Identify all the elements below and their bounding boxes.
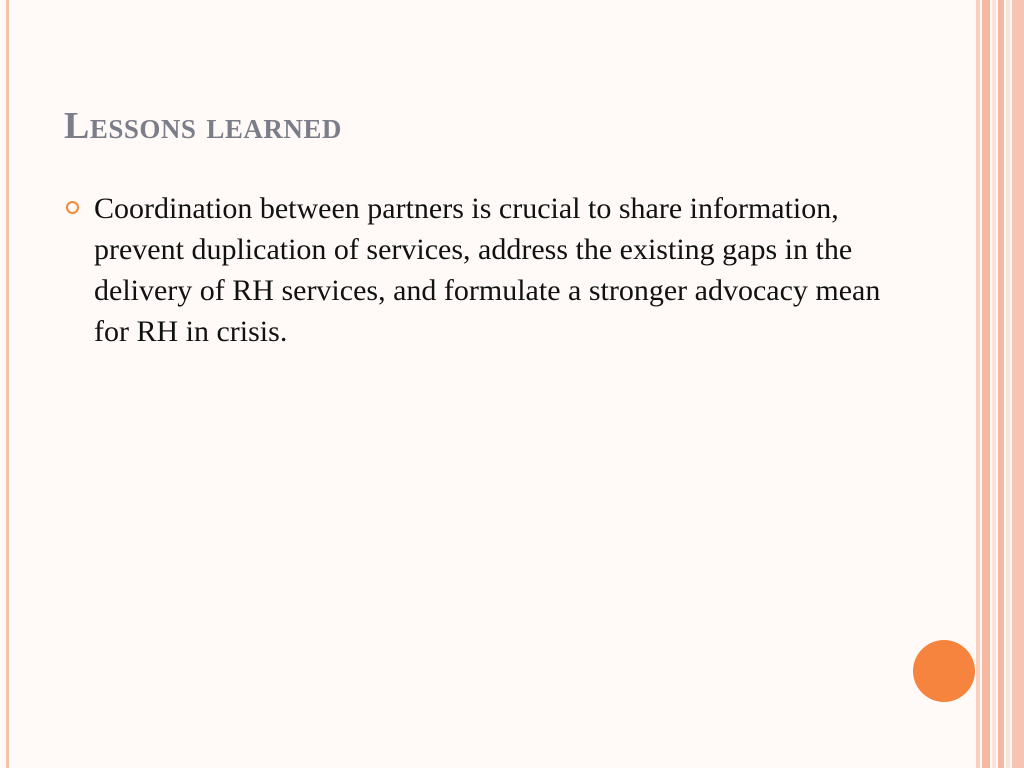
right-stripe [982, 0, 990, 768]
right-stripe [998, 0, 1004, 768]
bullet-item [64, 188, 904, 352]
ring-bullet-icon [66, 201, 79, 214]
right-stripe [1012, 0, 1024, 768]
right-stripe [992, 0, 996, 768]
left-border-line [6, 0, 9, 768]
right-stripe [1006, 0, 1010, 768]
bullet-list [64, 188, 904, 352]
bullet-text: Coordination between partners is crucial to share information, prevent duplication of services, address the existing gaps in the delivery of RH services, and formulate a stronger advocacy mean for RH in crisis. [94, 192, 881, 348]
right-stripe [976, 0, 980, 768]
orange-circle-decoration [913, 640, 975, 702]
slide-title: Lessons learned [64, 105, 342, 147]
